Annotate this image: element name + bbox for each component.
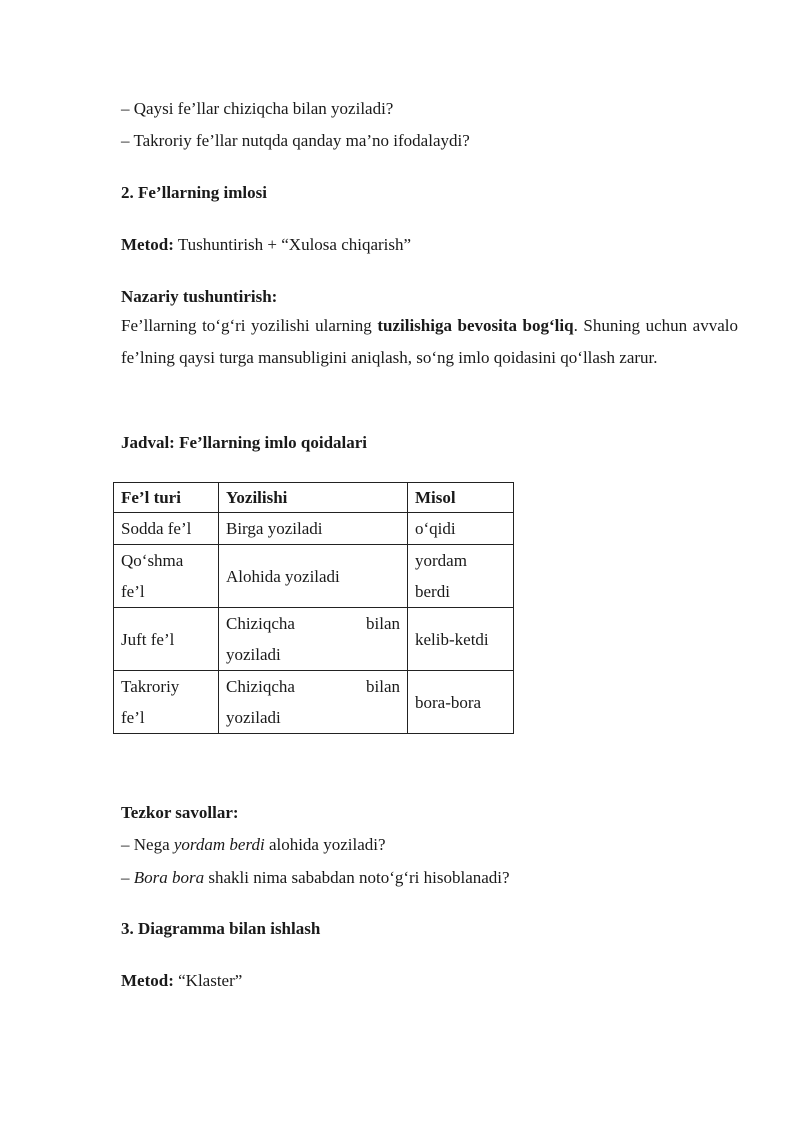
cell-line: fe’l	[121, 582, 145, 601]
table-cell	[114, 671, 219, 734]
method-value: Tushuntirish + “Xulosa chiqarish”	[173, 235, 412, 254]
table-cell	[219, 608, 408, 671]
question-italic: yordam berdi	[173, 835, 265, 854]
table-header-row	[114, 483, 514, 513]
column-header: Fe’l turi	[114, 483, 219, 513]
cell-word: Chiziqcha	[226, 614, 295, 633]
cell-word: bilan	[366, 677, 400, 696]
table-cell: bora-bora	[408, 671, 514, 734]
cell-word: Chiziqcha	[226, 677, 295, 696]
method-label: Metod:	[121, 235, 174, 254]
question-line	[121, 834, 386, 856]
table-row	[114, 513, 514, 545]
method-value: “Klaster”	[173, 971, 243, 990]
table-cell	[408, 545, 514, 608]
table-cell	[219, 671, 408, 734]
theory-text: . Shuning uchun avvalo fe’lning qaysi turga mansubligini aniqlash, so‘ng imlo qoidasini qo‘llash zarur.	[121, 316, 738, 367]
question-text: shakli nima sababdan noto‘g‘ri hisoblanadi?	[204, 868, 510, 887]
table-cell	[114, 545, 219, 608]
question-text: –	[121, 868, 134, 887]
theory-text: Fe’llarning to‘g‘ri yozilishi ularning	[121, 316, 378, 335]
table-cell: Alohida yoziladi	[219, 545, 408, 608]
question-line	[121, 867, 510, 889]
column-header: Misol	[408, 483, 514, 513]
rules-table	[113, 482, 514, 734]
cell-word: bilan	[366, 614, 400, 633]
table-cell: o‘qidi	[408, 513, 514, 545]
method-label: Metod:	[121, 971, 174, 990]
theory-bold-text: tuzilishiga bevosita bog‘liq	[377, 316, 574, 335]
section-heading: 2. Fe’llarning imlosi	[121, 183, 267, 202]
question-line: – Takroriy fe’llar nutqda qanday ma’no ifodalaydi?	[121, 131, 470, 150]
method-line	[121, 970, 242, 992]
cell-line	[226, 608, 400, 639]
table-cell: Birga yoziladi	[219, 513, 408, 545]
section-heading: 3. Diagramma bilan ishlash	[121, 919, 321, 938]
cell-line	[226, 671, 400, 702]
table-caption: Jadval: Fe’llarning imlo qoidalari	[121, 433, 368, 452]
cell-line: yordam	[415, 551, 467, 570]
cell-line: fe’l	[121, 708, 145, 727]
question-line: – Qaysi fe’llar chiziqcha bilan yoziladi?	[121, 99, 394, 118]
question-italic: Bora bora	[133, 868, 205, 887]
table-cell: kelib-ketdi	[408, 608, 514, 671]
table-row	[114, 545, 514, 608]
question-text: – Nega	[121, 835, 174, 854]
cell-line: yoziladi	[226, 708, 281, 727]
table-cell: Sodda fe’l	[114, 513, 219, 545]
cell-line: yoziladi	[226, 645, 281, 664]
quick-questions-heading: Tezkor savollar:	[121, 803, 239, 822]
cell-line: Takroriy	[121, 677, 180, 696]
cell-line: berdi	[415, 582, 450, 601]
column-header: Yozilishi	[219, 483, 408, 513]
cell-line: Qo‘shma	[121, 551, 184, 570]
method-line	[121, 234, 411, 256]
theory-paragraph	[121, 310, 738, 373]
table-row	[114, 671, 514, 734]
theory-heading: Nazariy tushuntirish:	[121, 287, 278, 306]
question-text: alohida yoziladi?	[264, 835, 386, 854]
table-cell: Juft fe’l	[114, 608, 219, 671]
table-row	[114, 608, 514, 671]
